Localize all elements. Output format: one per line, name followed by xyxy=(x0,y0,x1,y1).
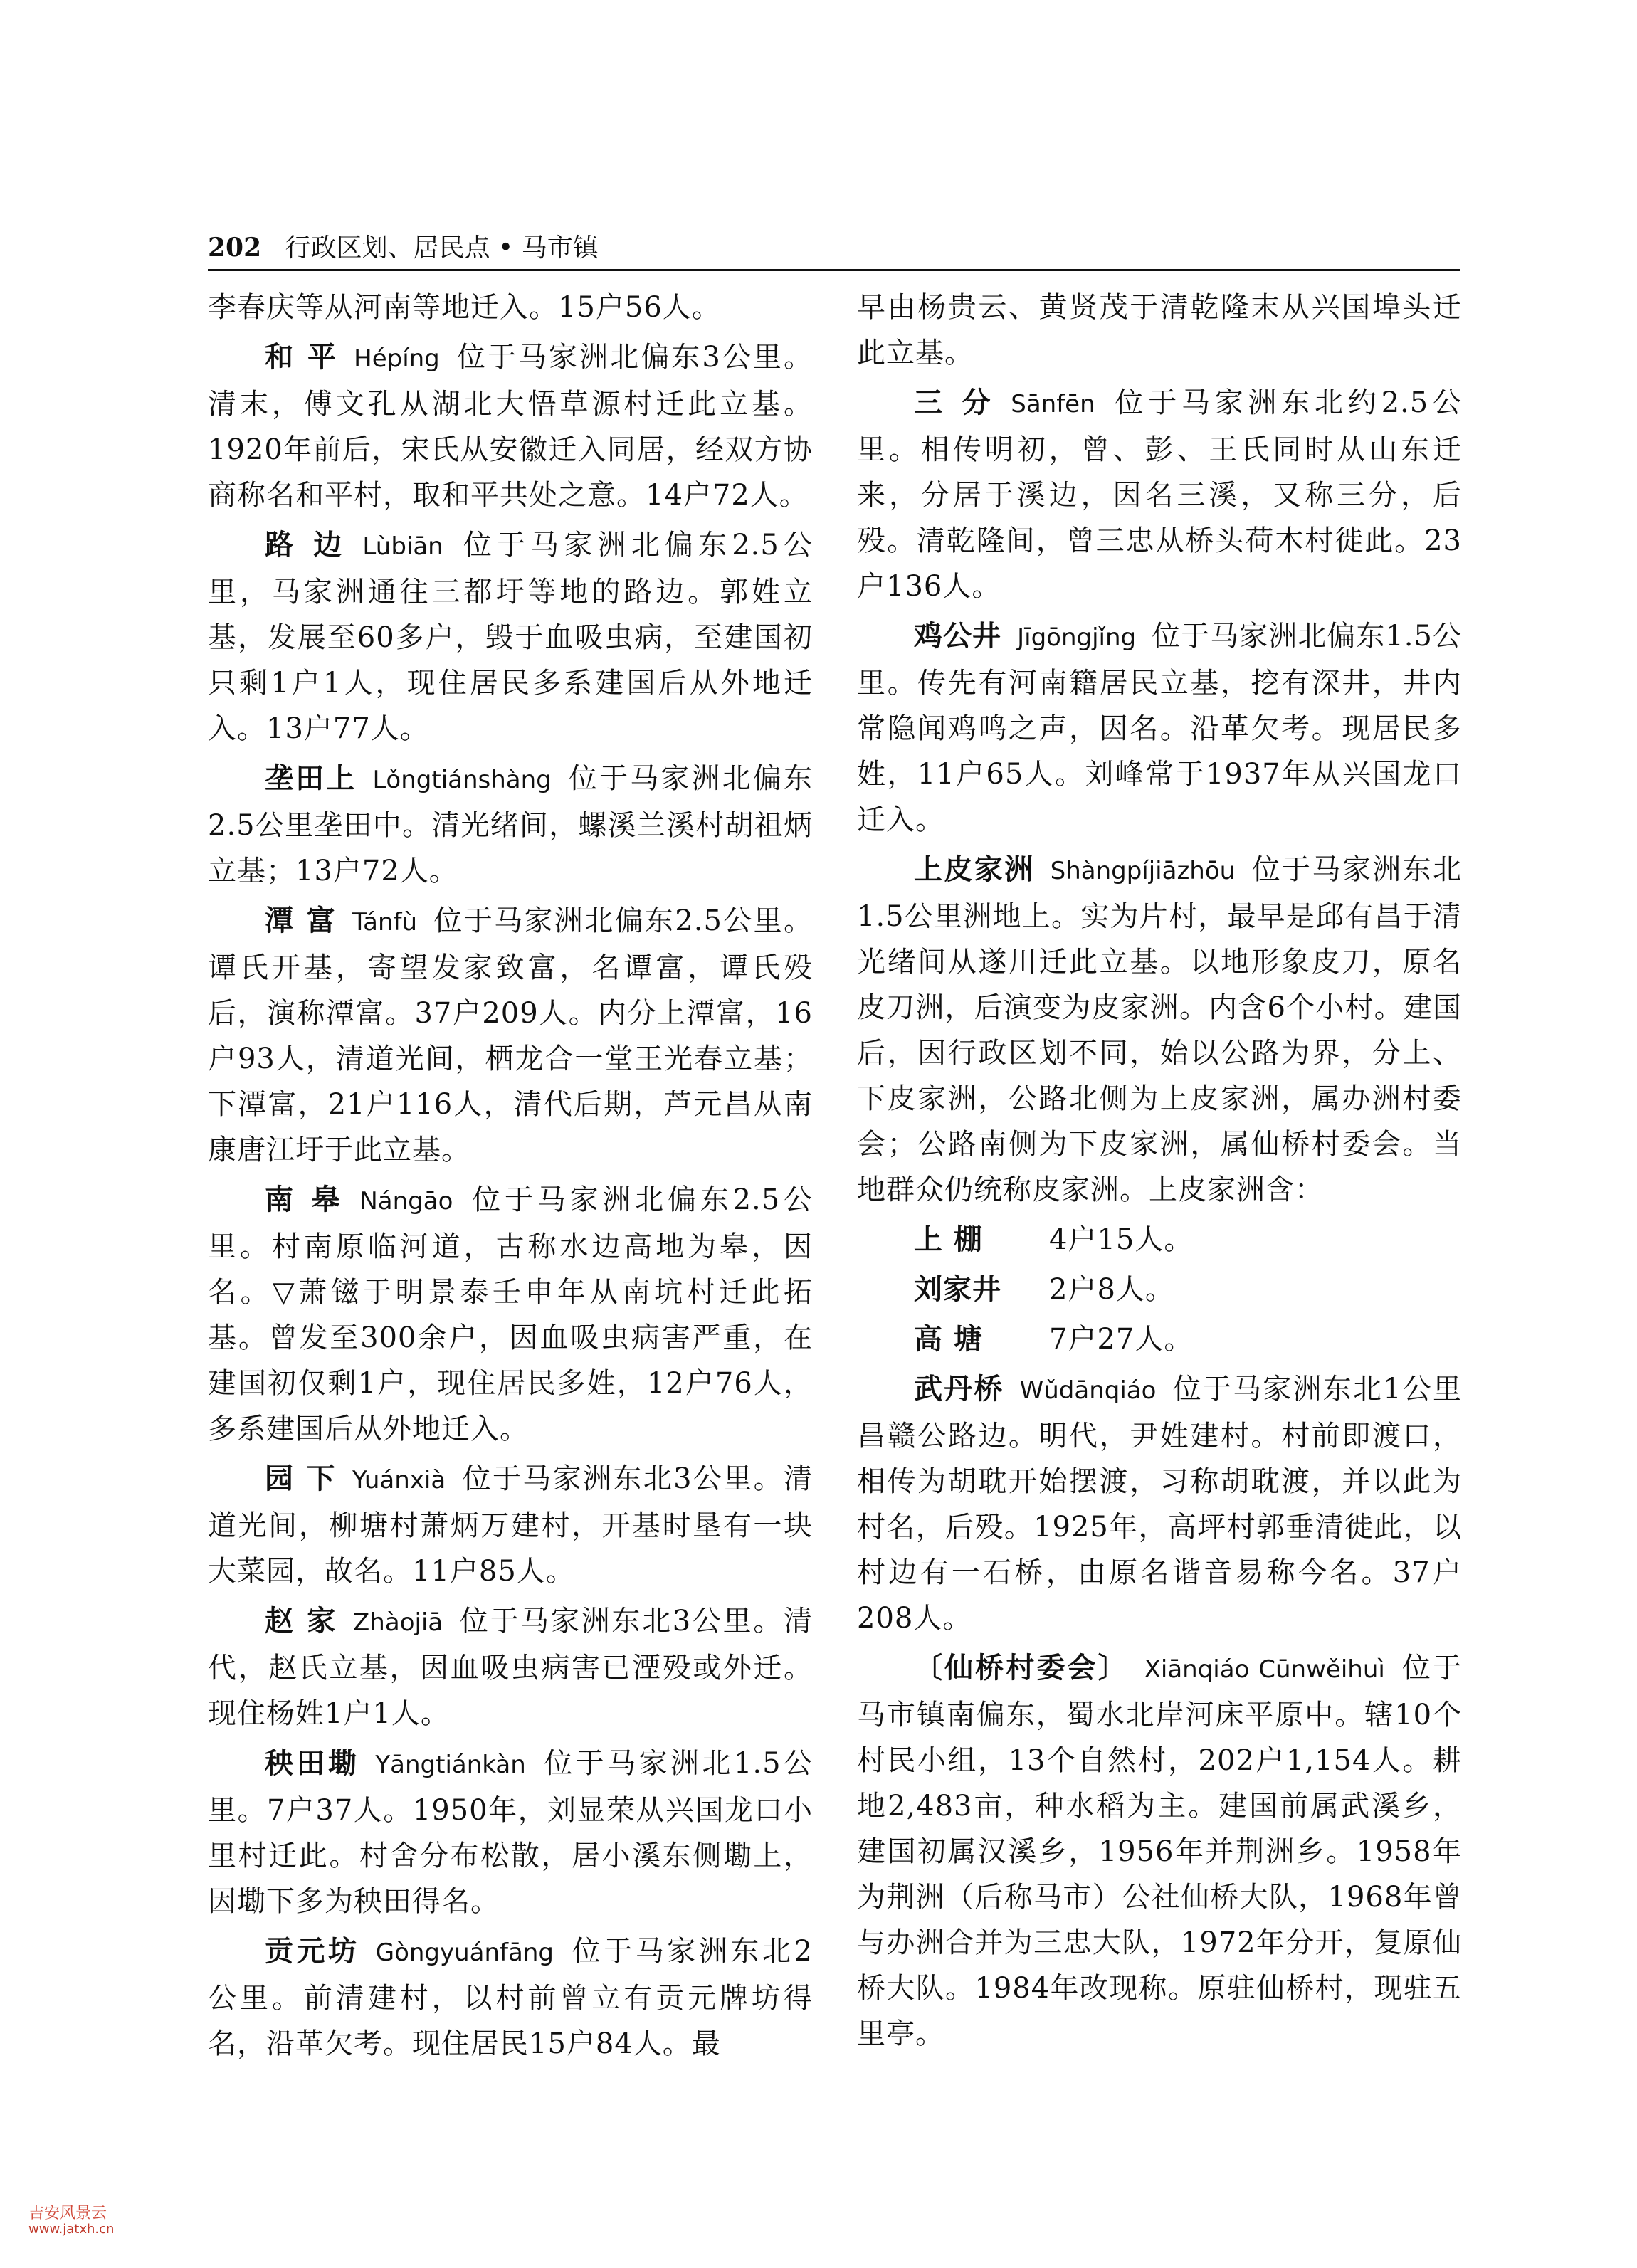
watermark-title: 吉安风景云 xyxy=(28,2205,107,2222)
entry-text: 位于马家洲东北2公里。前清建村，以村前曾立有贡元牌坊得名，沿革欠考。现住居民15户84人。最 xyxy=(208,1935,814,2060)
entry-text: 位于马家洲北偏东2.5公里，马家洲通往三都圩等地的路边。郭姓立基，发展至60多户，毁于血吸虫病，至建国初只剩1户1人，现住居民多系建国后从外地迁入。13户77人。 xyxy=(208,529,813,745)
entry-text: 位于马家洲北1.5公里。7户37人。1950年，刘显荣从兴国龙口小里村迁此。村舍分布松散，居小溪东侧墈上，因墈下多为秧田得名。 xyxy=(208,1747,813,1918)
village-name: 园 下 xyxy=(265,1462,337,1495)
sub-village-name: 刘家井 xyxy=(914,1272,1001,1306)
village-name: 南 皋 xyxy=(265,1183,344,1216)
sub-village xyxy=(857,1267,1462,1312)
village-pinyin: Sānfēn xyxy=(1011,390,1095,418)
watermark-url: www.jatxh.cn xyxy=(28,2222,115,2237)
village-pinyin: Yāngtiánkàn xyxy=(375,1751,526,1779)
entry xyxy=(208,1741,813,1924)
page-header xyxy=(208,226,1460,269)
sub-village-name: 上 棚 xyxy=(914,1223,983,1256)
village-name: 路 边 xyxy=(265,528,347,561)
entry-text: 位于马家洲北偏东2.5公里。谭氏开基，寄望发家致富，名谭富，谭氏殁后，演称潭富。37户209人。内分上潭富，16户93人，清道光间，栖龙合一堂王光春立基；下潭富，21户116人，清代后期，芦元昌从南康唐江圩于此立基。 xyxy=(208,904,813,1166)
village-pinyin: Jīgōngjǐng xyxy=(1017,623,1137,652)
village-name: 武丹桥 xyxy=(914,1372,1004,1405)
entry-text: 位于马家洲北偏东2.5公里。村南原临河道，古称水边高地为皋，因名。▽萧镃于明景泰壬申年从南坑村迁此拓基。曾发至300余户，因血吸虫病害严重，在建国初仅剩1户，现住居民多姓，12户76人，多系建国后从外地迁入。 xyxy=(208,1183,813,1445)
entry xyxy=(857,1366,1462,1641)
entry-text: 位于马家洲北偏东1.5公里。传先有河南籍居民立基，挖有深井，井内常隐闻鸡鸣之声，因名。沿革欠考。现居民多姓，11户65人。刘峰常于1937年从兴国龙口迁入。 xyxy=(857,620,1462,836)
entry xyxy=(208,756,813,894)
village-pinyin: Lǒngtiánshàng xyxy=(372,766,552,794)
village-name: 上皮家洲 xyxy=(914,853,1035,886)
village-pinyin: Wǔdānqiáo xyxy=(1019,1376,1157,1405)
entry xyxy=(208,1456,813,1594)
continuation-text: 李春庆等从河南等地迁入。15户56人。 xyxy=(208,291,721,324)
village-pinyin: Tánfù xyxy=(352,908,418,937)
village-name: 鸡公井 xyxy=(914,619,1002,653)
header-rule xyxy=(208,269,1460,271)
village-name: 和 平 xyxy=(265,340,339,374)
entry-text: 位于马家洲东北3公里。清道光间，柳塘村萧炳万建村，开基时垦有一块大菜园，故名。11户85人。 xyxy=(208,1462,813,1588)
sub-village-text: 2户8人。 xyxy=(1049,1273,1174,1306)
village-pinyin: Zhàojiā xyxy=(353,1608,443,1637)
sub-village-text: 4户15人。 xyxy=(1049,1223,1194,1256)
sub-village-name: 高 塘 xyxy=(914,1322,983,1356)
village-pinyin: Hépíng xyxy=(354,344,440,373)
entry xyxy=(857,613,1462,843)
committee-entry xyxy=(857,1645,1462,2057)
village-pinyin: Shàngpíjiāzhōu xyxy=(1050,857,1236,885)
left-column xyxy=(208,285,813,2071)
watermark-logo xyxy=(28,2206,185,2256)
entry-text: 位于马市镇南偏东，蜀水北岸河床平原中。辖10个村民小组，13个自然村，202户1,154人。耕地2,483亩，种水稻为主。建国前属武溪乡，建国初属汉溪乡，1956年并荆洲乡。1958年为荆洲（后称马市）公社仙桥大队，1968年曾与办洲合并为三忠大队，1972年分开，复原仙桥大队。1984年改现称。原驻仙桥村，现驻五里亭。 xyxy=(857,1652,1462,2050)
entry xyxy=(208,1598,813,1736)
sub-village-text: 7户27人。 xyxy=(1049,1323,1194,1356)
right-column xyxy=(857,285,1462,2061)
village-name: 三 分 xyxy=(914,386,996,419)
village-name: 贡元坊 xyxy=(265,1934,360,1968)
entry-text: 位于马家洲北偏东3公里。清末，傅文孔从湖北大悟草源村迁此立基。1920年前后，宋氏从安徽迁入同居，经双方协商称名和平村，取和平共处之意。14户72人。 xyxy=(208,341,813,512)
entry-text: 位于马家洲东北1.5公里洲地上。实为片村，最早是邱有昌于清光绪间从遂川迁此立基。以地形象皮刀，原名皮刀洲，后演变为皮家洲。内含6个小村。建国后，因行政区划不同，始以公路为界，分上、下皮家洲，公路北侧为上皮家洲，属办洲村委会；公路南侧为下皮家洲，属仙桥村委会。当地群众仍统称皮家洲。上皮家洲含： xyxy=(857,853,1463,1206)
entry xyxy=(857,847,1462,1213)
village-name: 赵 家 xyxy=(265,1604,338,1637)
village-name: 潭 富 xyxy=(265,904,337,937)
entry-text: 位于马家洲东北3公里。清代，赵氏立基，因血吸虫病害已湮殁或外迁。现住杨姓1户1人。 xyxy=(208,1605,813,1730)
village-name: 垄田上 xyxy=(265,761,357,795)
entry xyxy=(857,380,1462,609)
entry xyxy=(208,1177,813,1452)
village-pinyin: Yuánxià xyxy=(352,1466,446,1494)
running-title: 行政区划、居民点 • 马市镇 xyxy=(285,233,599,263)
continuation-text: 早由杨贵云、黄贤茂于清乾隆末从兴国埠头迁此立基。 xyxy=(857,291,1462,369)
entry xyxy=(208,898,813,1173)
page-number: 202 xyxy=(208,233,262,263)
committee-name: 〔仙桥村委会〕 xyxy=(914,1651,1129,1684)
entry-text: 位于马家洲北偏东2.5公里垄田中。清光绪间，螺溪兰溪村胡祖炳立基；13户72人。 xyxy=(208,762,814,887)
entry xyxy=(208,522,813,751)
village-pinyin: Lùbiān xyxy=(362,532,443,561)
sub-village xyxy=(857,1217,1462,1262)
entry-text: 位于马家洲东北约2.5公里。相传明初，曾、彭、王氏同时从山东迁来，分居于溪边，因名三溪，又称三分，后殁。清乾隆间，曾三忠从桥头荷木村徙此。23户136人。 xyxy=(857,386,1462,603)
village-pinyin: Nángāo xyxy=(359,1187,453,1215)
entry xyxy=(208,334,813,518)
village-name: 秧田墈 xyxy=(265,1746,360,1780)
entry-text: 位于马家洲东北1公里昌赣公路边。明代，尹姓建村。村前即渡口，相传为胡耽开始摆渡，习称胡耽渡，并以此为村名，后殁。1925年，高坪村郭垂清徙此，以村边有一石桥，由原名谐音易称今名。37户208人。 xyxy=(857,1373,1463,1635)
sub-village xyxy=(857,1317,1462,1362)
committee-pinyin: Xiānqiáo Cūnwěihuì xyxy=(1144,1655,1385,1684)
entry xyxy=(208,1929,813,2067)
village-pinyin: Gòngyuánfāng xyxy=(375,1939,554,1967)
